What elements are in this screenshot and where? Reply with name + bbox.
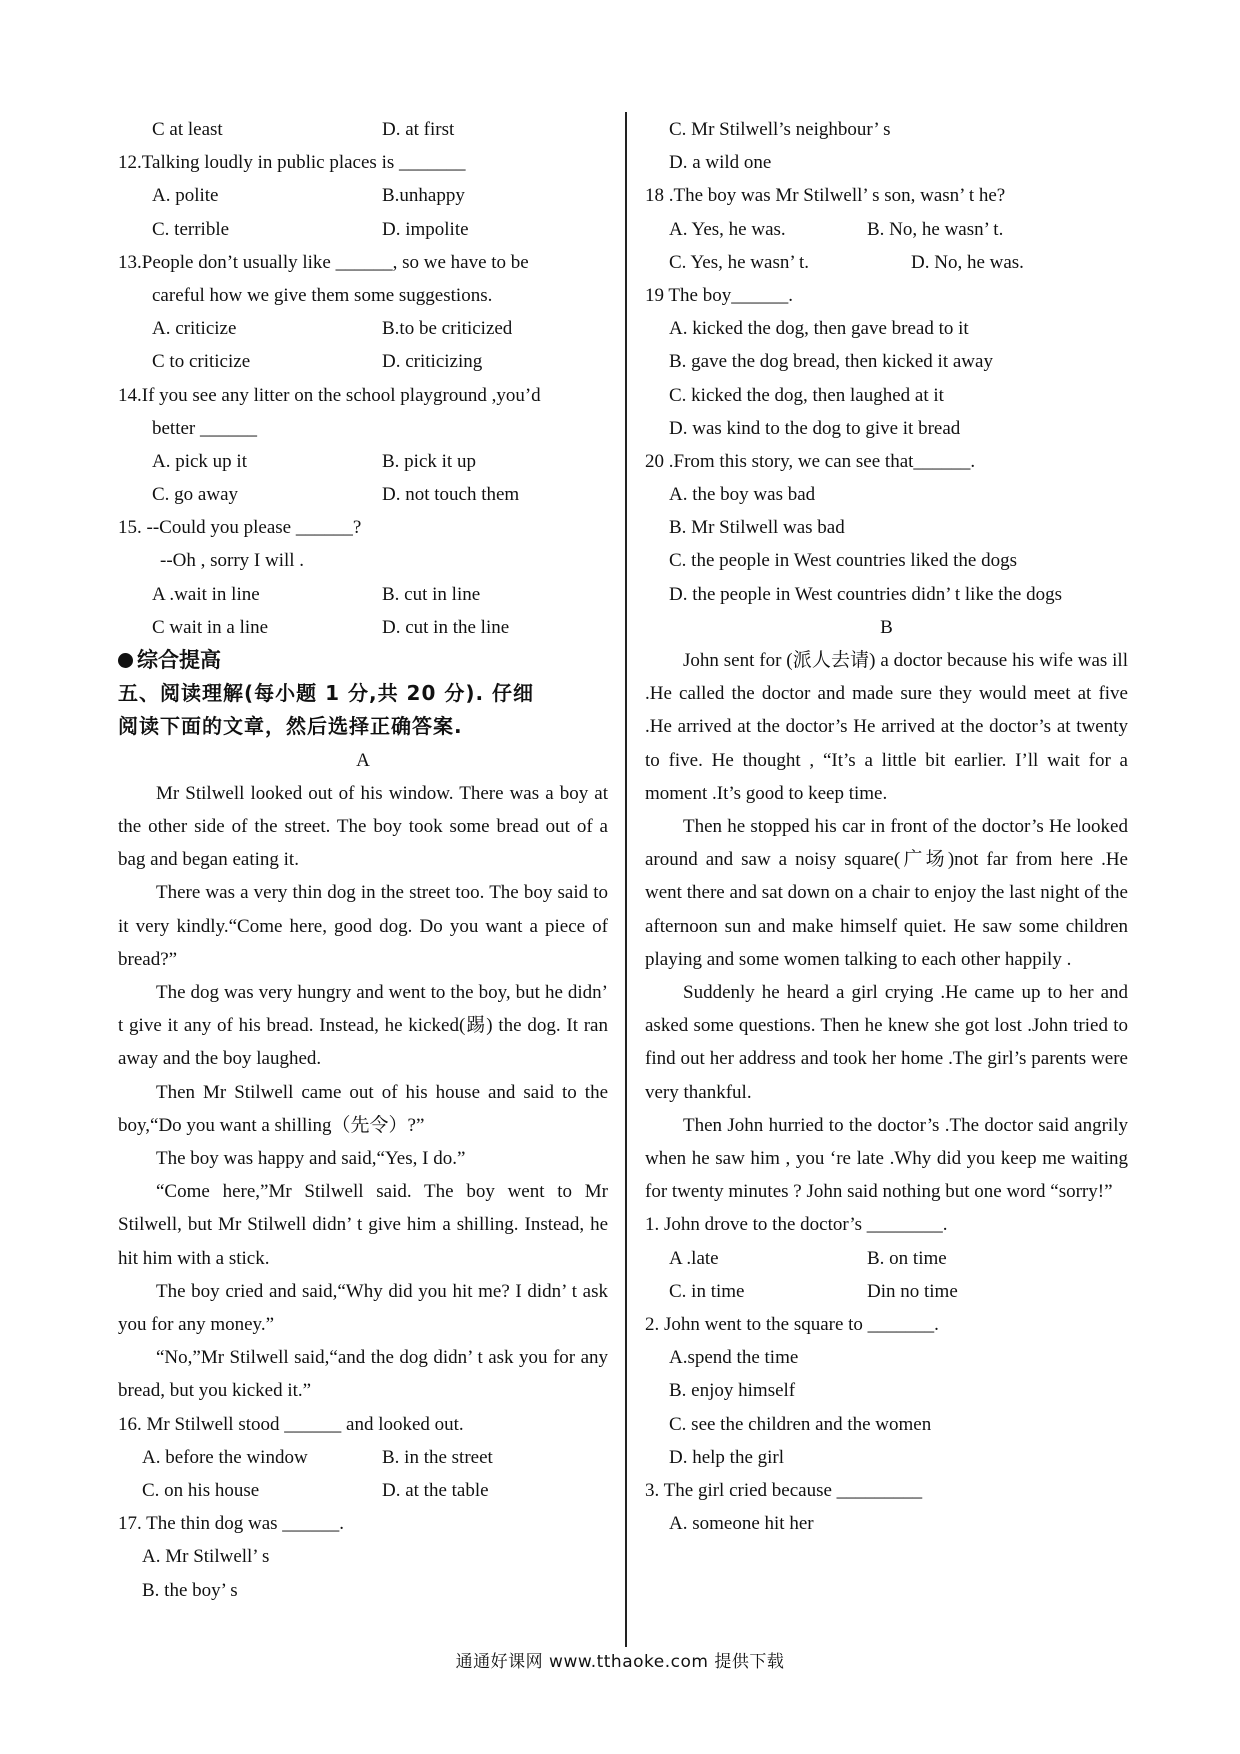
b1-option-d: Din no time bbox=[867, 1280, 958, 1302]
q15-option-b: B. cut in line bbox=[382, 583, 481, 605]
q13-option-c: C to criticize bbox=[152, 351, 251, 373]
b1-option-b: B. on time bbox=[867, 1247, 947, 1269]
q16-option-a: A. before the window bbox=[142, 1446, 308, 1468]
q19-option-c: C. kicked the dog, then laughed at it bbox=[669, 384, 944, 406]
q13-option-a: A. criticize bbox=[152, 318, 237, 340]
q20-option-c: C. the people in West countries liked the dogs bbox=[669, 550, 1017, 572]
q14-options-row1 bbox=[118, 445, 608, 478]
reading-title-line1: 五、阅读理解(每小题 1 分,共 20 分). 仔细 bbox=[118, 681, 535, 706]
q18-option-a: A. Yes, he was. bbox=[669, 218, 786, 240]
q13-option-d: D. criticizing bbox=[382, 351, 483, 373]
passage-b-paragraph: Suddenly he heard a girl crying .He came up to her and asked some questions. Then he knew she got lost .John tried to find out her address and took her home .The girl’s parents were very thankful. bbox=[645, 982, 1128, 1103]
q13-text-line1: 13.People don’t usually like ______, so we have to be bbox=[118, 251, 529, 273]
q14-options-row2 bbox=[118, 478, 608, 511]
right-column bbox=[645, 113, 1128, 1540]
q18-option-c: C. Yes, he wasn’ t. bbox=[669, 251, 810, 273]
b3-text: 3. The girl cried because _________ bbox=[645, 1479, 923, 1501]
q12-option-d: D. impolite bbox=[382, 218, 469, 240]
passage-b-paragraph: Then he stopped his car in front of the doctor’s He looked around and saw a noisy square(广场)not far from here .He went there and sat down on a chair to enjoy the last night of the afternoon sun and make himself quiet. He saw some children playing and some women talking to each other happily . bbox=[645, 816, 1128, 970]
passage-a-paragraph: “Come here,”Mr Stilwell said. The boy went to Mr Stilwell, but Mr Stilwell didn’ t give him a shilling. Instead, he hit him with a stick. bbox=[118, 1181, 608, 1269]
q18-option-b: B. No, he wasn’ t. bbox=[867, 218, 1004, 240]
q14-option-a: A. pick up it bbox=[152, 450, 247, 472]
q20-text: 20 .From this story, we can see that______. bbox=[645, 450, 976, 472]
passage-b-paragraph: John sent for (派人去请) a doctor because his wife was ill .He called the doctor and made sure they would meet at five .He arrived at the doctor’s He arrived at the doctor’s at twenty to five. He thought , “It’s a little bit earlier. I’ll wait for a moment .It’s good to keep time. bbox=[645, 650, 1128, 804]
left-column bbox=[118, 113, 608, 1607]
column-divider bbox=[625, 112, 627, 1647]
b2-option-c: C. see the children and the women bbox=[669, 1413, 932, 1435]
q15-text-line2: --Oh , sorry I will . bbox=[160, 550, 305, 572]
q16-option-b: B. in the street bbox=[382, 1446, 493, 1468]
b1-options-row2 bbox=[645, 1275, 1128, 1308]
q20-option-a: A. the boy was bad bbox=[669, 484, 816, 506]
q12-option-b: B.unhappy bbox=[382, 185, 465, 207]
q15-options-row1 bbox=[118, 578, 608, 611]
bullet-icon bbox=[118, 653, 133, 668]
q18-options-row2 bbox=[645, 246, 1128, 279]
passage-a-paragraph: Mr Stilwell looked out of his window. There was a boy at the other side of the street. The boy took some bread out of a bag and began eating it. bbox=[118, 782, 608, 871]
q18-option-d: D. No, he was. bbox=[911, 251, 1024, 273]
q14-text-line2: better ______ bbox=[152, 417, 258, 439]
b2-option-a: A.spend the time bbox=[669, 1347, 799, 1369]
passage-a-paragraph: Then Mr Stilwell came out of his house and said to the boy,“Do you want a shilling（先令）?” bbox=[118, 1081, 608, 1136]
passage-a bbox=[118, 777, 608, 1408]
q12-text: 12.Talking loudly in public places is _______ bbox=[118, 152, 466, 174]
b1-options-row1 bbox=[645, 1242, 1128, 1275]
q17-option-d: D. a wild one bbox=[669, 152, 772, 174]
passage-b bbox=[645, 644, 1128, 1208]
q11-options bbox=[118, 113, 608, 146]
passage-a-paragraph: There was a very thin dog in the street too. The boy said to it very kindly.“Come here, good dog. Do you want a piece of bread?” bbox=[118, 882, 608, 970]
q11-option-c: C at least bbox=[152, 119, 223, 140]
q16-options-row2 bbox=[118, 1474, 608, 1507]
q16-text: 16. Mr Stilwell stood ______ and looked out. bbox=[118, 1413, 464, 1435]
q13-options-row1 bbox=[118, 312, 608, 345]
passage-a-label: A bbox=[356, 749, 370, 771]
passage-a-paragraph: The boy was happy and said,“Yes, I do.” bbox=[156, 1148, 466, 1170]
b3-option-a: A. someone hit her bbox=[669, 1513, 814, 1535]
q17-option-b: B. the boy’ s bbox=[142, 1579, 238, 1601]
q14-option-b: B. pick it up bbox=[382, 450, 476, 472]
q12-option-a: A. polite bbox=[152, 185, 219, 207]
footer-credit: 通通好课网 www.tthaoke.com 提供下载 bbox=[455, 1652, 785, 1672]
q15-option-d: D. cut in the line bbox=[382, 616, 510, 638]
q13-option-b: B.to be criticized bbox=[382, 318, 513, 340]
reading-title-line2: 阅读下面的文章，然后选择正确答案. bbox=[118, 714, 463, 739]
q17-option-c: C. Mr Stilwell’s neighbour’ s bbox=[669, 119, 891, 140]
q17-option-a: A. Mr Stilwell’ s bbox=[142, 1546, 270, 1568]
passage-b-paragraph: Then John hurried to the doctor’s .The doctor said angrily when he saw him , you ‘re late .Why did you keep me waiting for twenty minutes ? John said nothing but one word “sorry!” bbox=[645, 1114, 1128, 1203]
q12-options-row1 bbox=[118, 179, 608, 212]
b2-text: 2. John went to the square to _______. bbox=[645, 1314, 939, 1336]
q15-option-a: A .wait in line bbox=[152, 583, 260, 605]
q14-option-d: D. not touch them bbox=[382, 484, 520, 506]
section-heading bbox=[118, 644, 608, 677]
b1-text: 1. John drove to the doctor’s ________. bbox=[645, 1214, 948, 1236]
q15-text-line1: 15. --Could you please ______? bbox=[118, 517, 362, 539]
q15-option-c: C wait in a line bbox=[152, 616, 269, 638]
q18-text: 18 .The boy was Mr Stilwell’ s son, wasn’ t he? bbox=[645, 185, 1006, 207]
q12-options-row2 bbox=[118, 213, 608, 246]
q19-option-a: A. kicked the dog, then gave bread to it bbox=[669, 318, 969, 340]
q12-option-c: C. terrible bbox=[152, 218, 230, 240]
section-heading-text: 综合提高 bbox=[137, 648, 221, 672]
q16-option-d: D. at the table bbox=[382, 1480, 489, 1502]
q19-option-b: B. gave the dog bread, then kicked it away bbox=[669, 351, 993, 373]
b2-option-b: B. enjoy himself bbox=[669, 1380, 796, 1402]
q13-options-row2 bbox=[118, 345, 608, 378]
passage-a-paragraph: “No,”Mr Stilwell said,“and the dog didn’ t ask you for any bread, but you kicked it.” bbox=[118, 1347, 608, 1402]
passage-a-paragraph: The dog was very hungry and went to the boy, but he didn’ t give it any of his bread. Instead, he kicked(踢) the dog. It ran away and the boy laughed. bbox=[118, 982, 608, 1070]
q20-option-d: D. the people in West countries didn’ t like the dogs bbox=[669, 583, 1062, 605]
q16-options-row1 bbox=[118, 1441, 608, 1474]
q15-options-row2 bbox=[118, 611, 608, 644]
q19-text: 19 The boy______. bbox=[645, 284, 793, 306]
q16-option-c: C. on his house bbox=[142, 1480, 260, 1502]
q20-option-b: B. Mr Stilwell was bad bbox=[669, 517, 845, 539]
passage-a-paragraph: The boy cried and said,“Why did you hit me? I didn’ t ask you for any money.” bbox=[118, 1280, 608, 1336]
q19-option-d: D. was kind to the dog to give it bread bbox=[669, 417, 961, 439]
b2-option-d: D. help the girl bbox=[669, 1446, 785, 1468]
q11-option-d: D. at first bbox=[382, 119, 455, 140]
passage-b-label: B bbox=[880, 616, 893, 638]
q14-text-line1: 14.If you see any litter on the school playground ,you’d bbox=[118, 384, 541, 406]
q17-text: 17. The thin dog was ______. bbox=[118, 1513, 345, 1535]
q14-option-c: C. go away bbox=[152, 484, 239, 506]
q13-text-line2: careful how we give them some suggestions. bbox=[152, 284, 493, 306]
b1-option-a: A .late bbox=[669, 1247, 719, 1269]
b1-option-c: C. in time bbox=[669, 1280, 745, 1302]
q18-options-row1 bbox=[645, 213, 1128, 246]
